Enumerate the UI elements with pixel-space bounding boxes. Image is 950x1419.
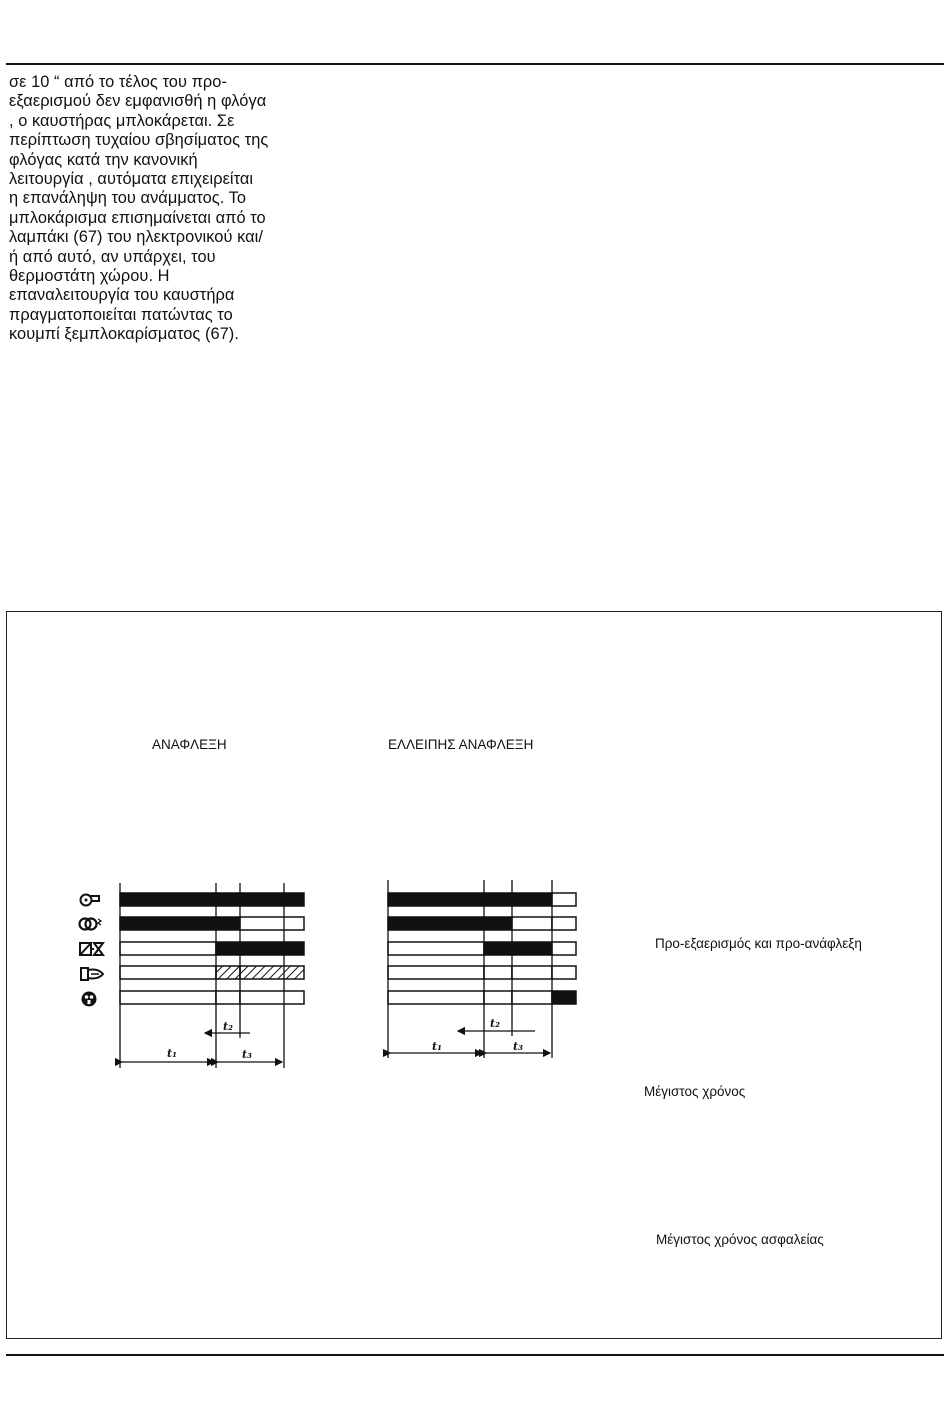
timing-bar-segment [240,942,304,955]
paragraph-line: φλόγας κατά την κανονική [9,150,198,169]
timing-bar-segment [120,942,216,955]
fan-motor-icon [81,895,100,906]
timing-bar-segment [216,942,240,955]
timing-diagram-failed-ignition [388,880,576,1058]
paragraph-line: λαμπάκι (67) του ηλεκτρονικού και/ [9,228,263,247]
time-label: t₁ [432,1040,442,1053]
timing-bar-segment [512,917,552,930]
paragraph-line: ή από αυτό, αν υπάρχει, του [9,247,216,266]
timing-bar-segment [512,991,552,1004]
timing-bar-segment [484,893,512,906]
timing-bar-segment [388,991,484,1004]
paragraph-line: , ο καυστήρας μπλοκάρεται. Σε [9,111,235,130]
timing-bar-segment [552,991,576,1004]
timing-bar-segment [388,893,484,906]
timing-bar-segment [216,966,240,979]
paragraph-line: εξαερισμού δεν εμφανισθή η φλόγα [9,92,267,111]
paragraph-line: λειτουργία , αυτόματα επιχειρείται [9,170,254,189]
timing-bar-segment [240,991,304,1004]
flame-icon [81,968,103,980]
timing-diagram-ignition [120,883,304,1068]
timing-bar-segment [240,917,304,930]
timing-bar-segment [120,917,216,930]
title-ignition: ΑΝΑΦΛΕΞΗ [152,737,227,752]
timing-bar-segment [552,917,576,930]
timing-bar-segment [552,893,576,906]
paragraph-line: περίπτωση τυχαίου σβησίματος της [9,131,269,150]
paragraph-line: θερμοστάτη χώρου. Η [9,267,170,286]
time-label: t₂ [223,1020,233,1033]
title-failed-ignition: ΕΛΛΕΙΠΗΣ ΑΝΑΦΛΕΞΗ [388,737,534,752]
ignition-transformer-icon [80,919,102,930]
timing-bar-segment [216,917,240,930]
timing-bar-segment [552,966,576,979]
paragraph-line: μπλοκάρισμα επισημαίνεται από το [9,208,266,227]
timing-bar-segment [216,893,240,906]
note-max-time: Μέγιστος χρόνος [644,1084,746,1099]
timing-bar-segment [484,991,512,1004]
bottom-rule [6,1354,944,1356]
timing-bar-segment [240,966,304,979]
time-label: t₃ [513,1040,523,1053]
timing-bar-segment [120,966,216,979]
timing-bar-segment [120,893,216,906]
timing-bar-segment [512,966,552,979]
paragraph-line: κουμπί ξεμπλοκαρίσματος (67). [9,325,239,344]
timing-bar-segment [512,942,552,955]
timing-bar-segment [552,942,576,955]
time-label: t₁ [167,1047,177,1060]
timing-bar-segment [484,942,512,955]
timing-bar-segment [216,991,240,1004]
timing-bar-segment [484,966,512,979]
paragraph-line: η επανάληψη του ανάμματος. Το [9,189,247,208]
lockout-lamp-icon [82,992,97,1007]
note-max-safety-time: Μέγιστος χρόνος ασφαλείας [656,1232,824,1247]
time-label: t₂ [490,1017,500,1030]
timing-bar-segment [240,893,304,906]
timing-bar-segment [388,966,484,979]
paragraph-line: επαναλειτουργία του καυστήρα [9,286,235,305]
timing-bar-segment [388,942,484,955]
paragraph-line: σε 10 “ από το τέλος του προ- [9,73,227,91]
time-label: t₃ [242,1048,252,1061]
timing-bar-segment [388,917,484,930]
timing-bar-segment [120,991,216,1004]
paragraph-line: πραγματοποιείται πατώντας το [9,305,233,324]
note-prepurge: Προ-εξαερισμός και προ-ανάφλεξη [655,936,862,951]
timing-bar-segment [484,917,512,930]
valve-icon [80,943,103,955]
timing-bar-segment [512,893,552,906]
